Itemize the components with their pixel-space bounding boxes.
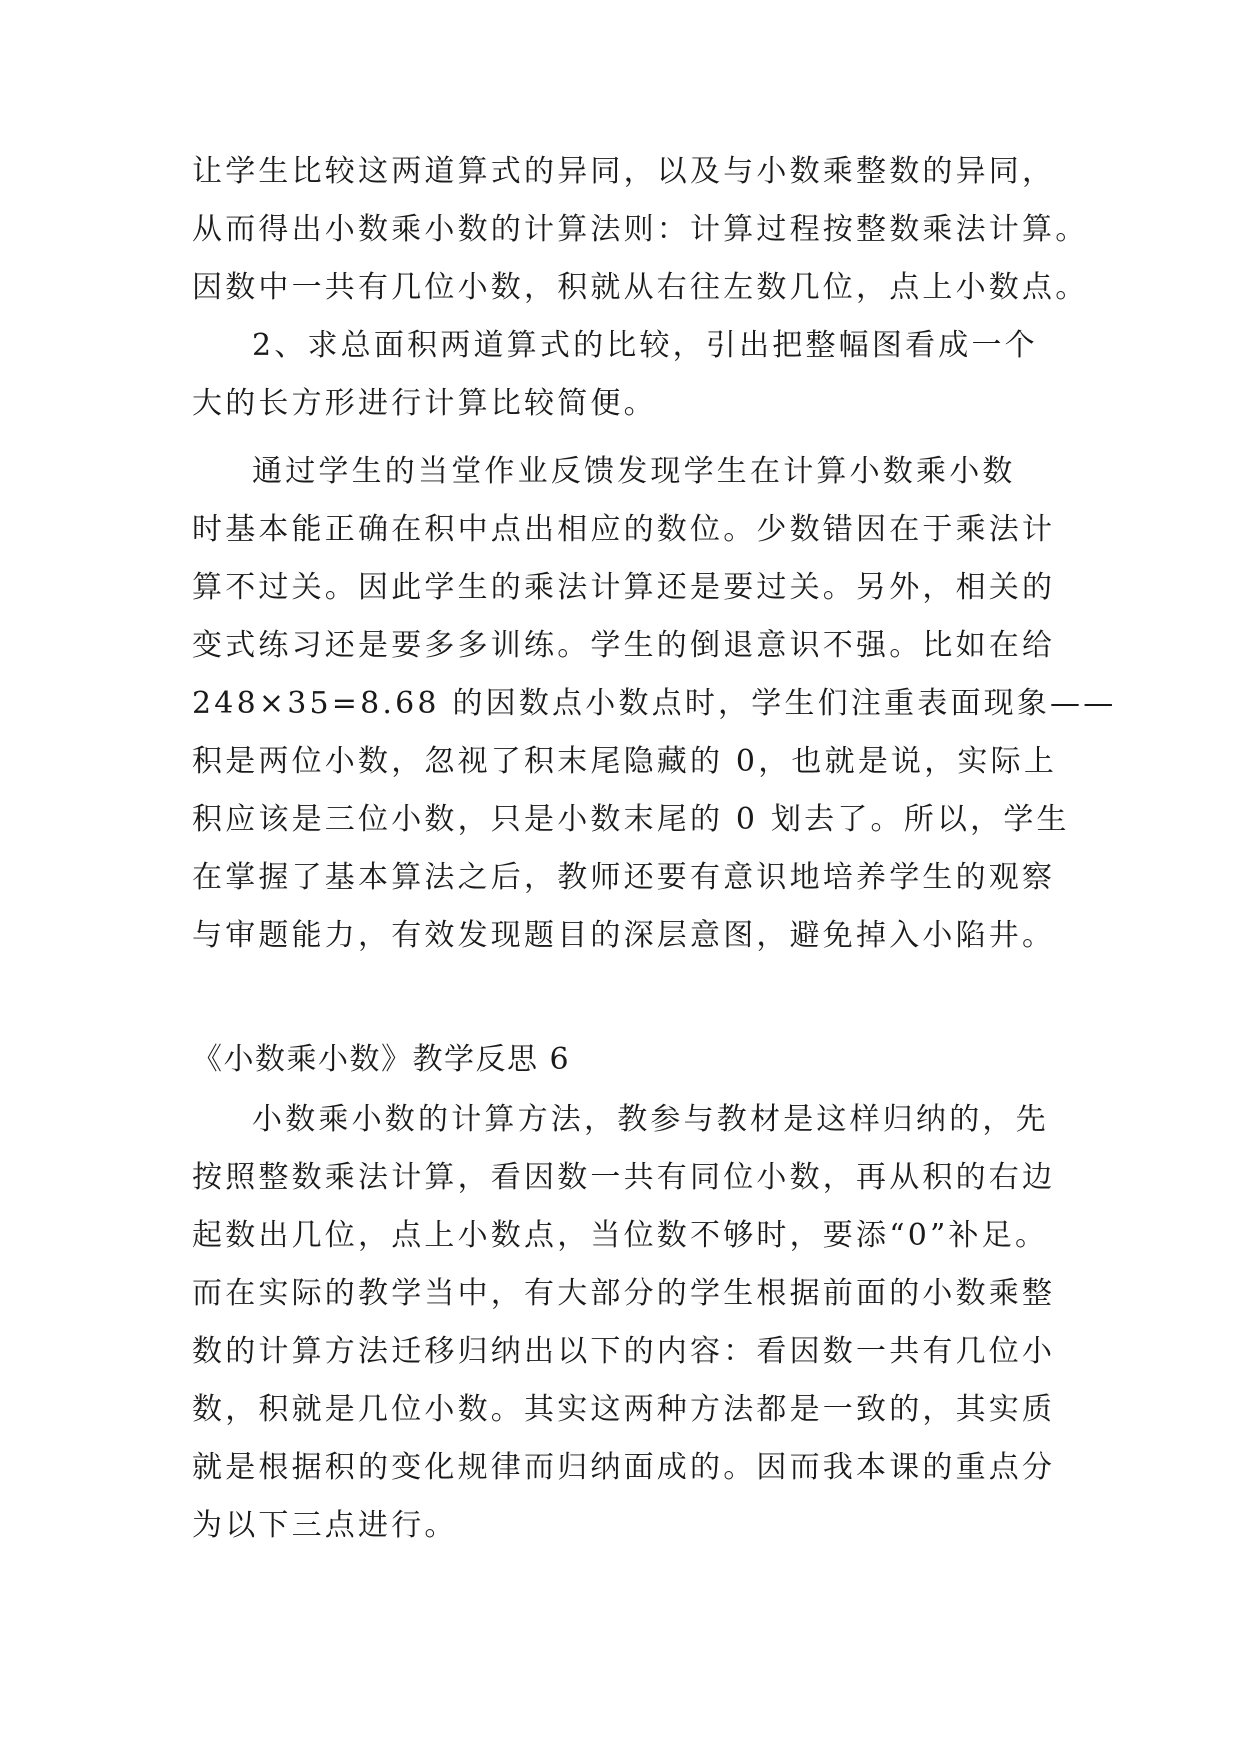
text-line: 积是两位小数，忽视了积末尾隐藏的 0，也就是说，实际上 <box>192 744 1058 779</box>
text-line: 时基本能正确在积中点出相应的数位。少数错因在于乘法计 <box>192 512 1056 547</box>
text-line: 与审题能力，有效发现题目的深层意图，避免掉入小陷井。 <box>192 918 1056 953</box>
text-line: 通过学生的当堂作业反馈发现学生在计算小数乘小数 <box>252 454 1016 489</box>
text-line: 因数中一共有几位小数，积就从右往左数几位，点上小数点。 <box>192 270 1089 305</box>
text-line: 算不过关。因此学生的乘法计算还是要过关。另外，相关的 <box>192 570 1056 605</box>
text-line: 积应该是三位小数，只是小数末尾的 0 划去了。所以，学生 <box>192 802 1070 837</box>
text-line: 248×35=8.68 的因数点小数点时，学生们注重表面现象—— <box>192 686 1117 721</box>
text-line: 数的计算方法迁移归纳出以下的内容：看因数一共有几位小 <box>192 1334 1056 1369</box>
text-line: 2、求总面积两道算式的比较，引出把整幅图看成一个 <box>252 328 1038 363</box>
text-line: 小数乘小数的计算方法，教参与教材是这样归纳的，先 <box>252 1102 1049 1137</box>
text-line: 起数出几位，点上小数点，当位数不够时，要添“0”补足。 <box>192 1218 1049 1253</box>
text-line: 而在实际的教学当中，有大部分的学生根据前面的小数乘整 <box>192 1276 1056 1311</box>
text-line: 数，积就是几位小数。其实这两种方法都是一致的，其实质 <box>192 1392 1056 1427</box>
text-line: 按照整数乘法计算，看因数一共有同位小数，再从积的右边 <box>192 1160 1056 1195</box>
text-line: 让学生比较这两道算式的异同，以及与小数乘整数的异同， <box>192 154 1056 189</box>
text-line: 就是根据积的变化规律而归纳面成的。因而我本课的重点分 <box>192 1450 1056 1485</box>
text-line: 从而得出小数乘小数的计算法则：计算过程按整数乘法计算。 <box>192 212 1089 247</box>
text-line: 大的长方形进行计算比较简便。 <box>192 386 657 421</box>
section-title: 《小数乘小数》教学反思 6 <box>192 1042 571 1077</box>
text-line: 在掌握了基本算法之后，教师还要有意识地培养学生的观察 <box>192 860 1056 895</box>
text-line: 变式练习还是要多多训练。学生的倒退意识不强。比如在给 <box>192 628 1056 663</box>
text-line: 为以下三点进行。 <box>192 1508 458 1543</box>
